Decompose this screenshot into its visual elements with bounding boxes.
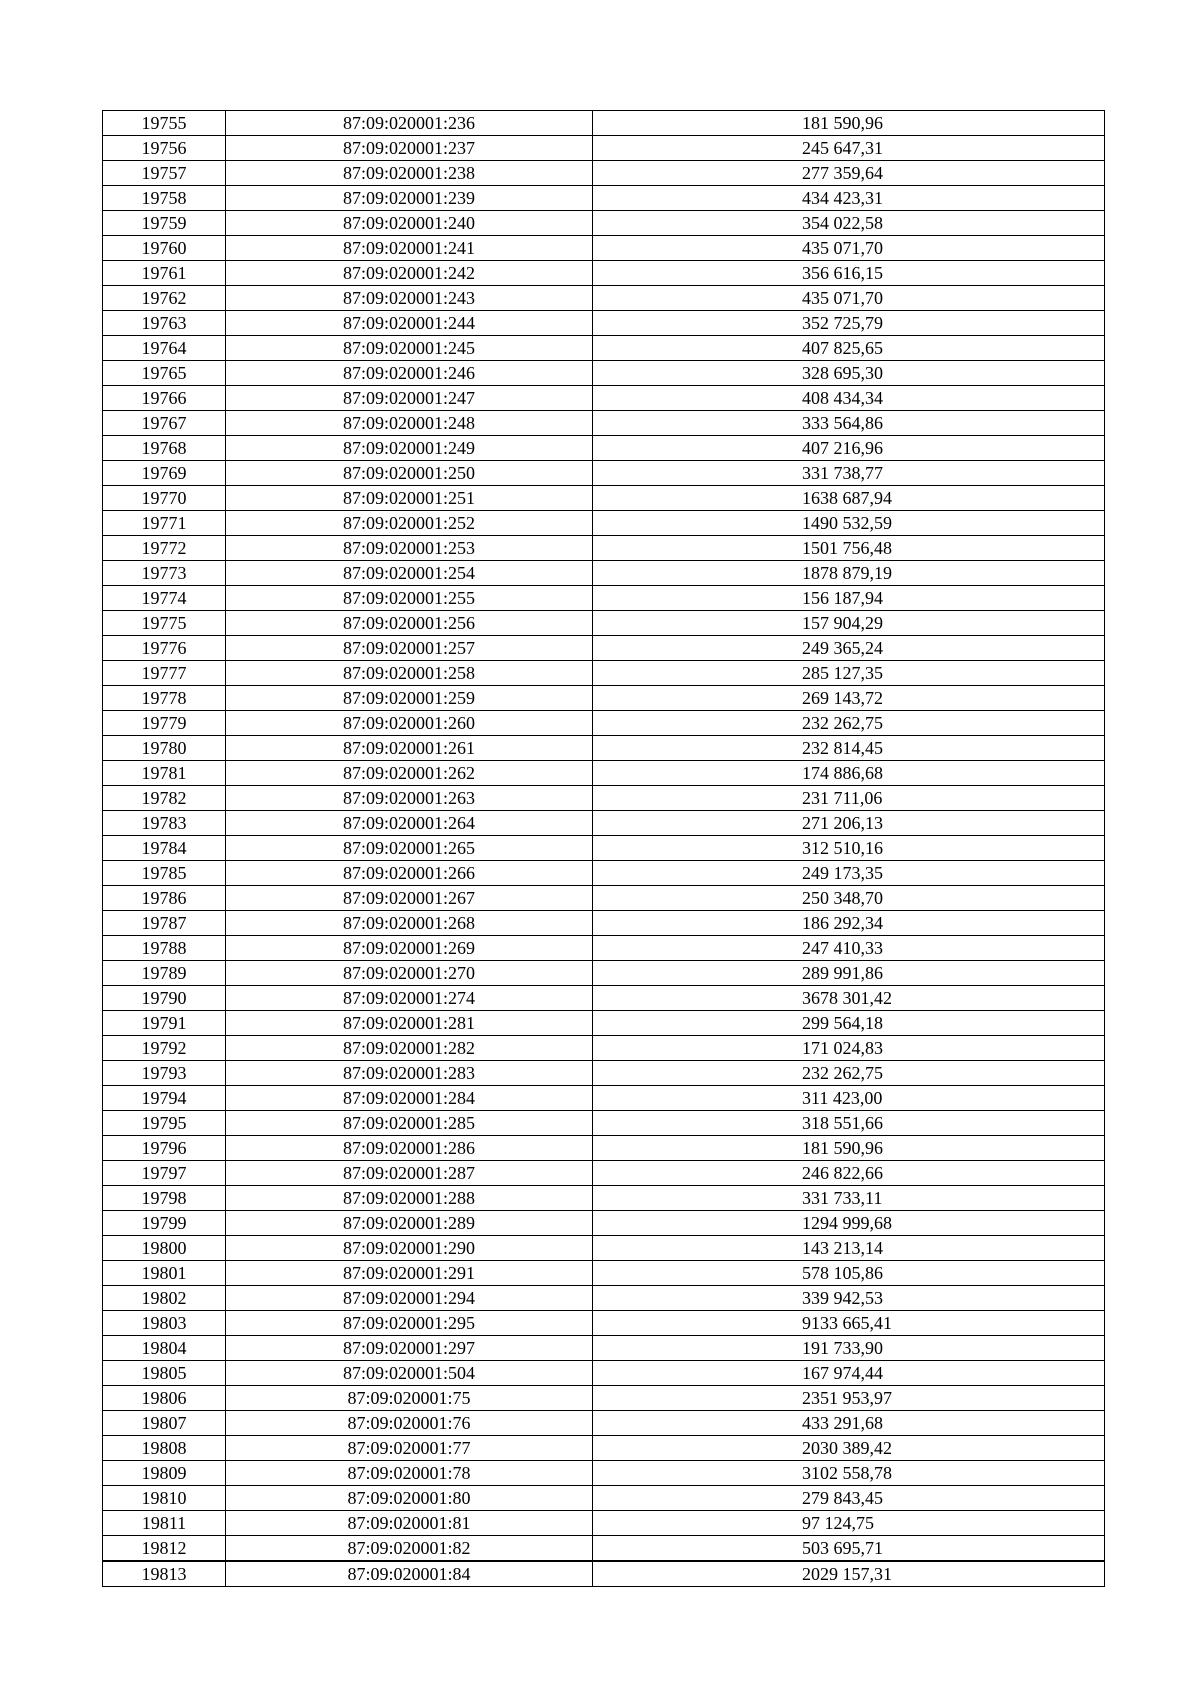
row-number-cell: 19782 — [103, 786, 226, 811]
cadastral-value-cell: 269 143,72 — [593, 686, 1105, 711]
table-row — [103, 611, 1105, 636]
cadastral-value-cell: 285 127,35 — [593, 661, 1105, 686]
row-number-cell: 19780 — [103, 736, 226, 761]
cadastral-value-cell: 1878 879,19 — [593, 561, 1105, 586]
cadastral-number-cell: 87:09:020001:252 — [226, 511, 593, 536]
cadastral-number-cell: 87:09:020001:242 — [226, 261, 593, 286]
cadastral-number-cell: 87:09:020001:288 — [226, 1186, 593, 1211]
table-row — [103, 286, 1105, 311]
row-number-cell: 19792 — [103, 1036, 226, 1061]
cadastral-value-cell: 232 262,75 — [593, 1061, 1105, 1086]
cadastral-number-cell: 87:09:020001:295 — [226, 1311, 593, 1336]
row-number-cell: 19793 — [103, 1061, 226, 1086]
cadastral-value-cell: 331 733,11 — [593, 1186, 1105, 1211]
table-row — [103, 1286, 1105, 1311]
cadastral-number-cell: 87:09:020001:240 — [226, 211, 593, 236]
cadastral-value-cell: 578 105,86 — [593, 1261, 1105, 1286]
cadastral-number-cell: 87:09:020001:249 — [226, 436, 593, 461]
row-number-cell: 19798 — [103, 1186, 226, 1211]
table-body — [103, 111, 1105, 1587]
row-number-cell: 19784 — [103, 836, 226, 861]
cadastral-number-cell: 87:09:020001:287 — [226, 1161, 593, 1186]
table-row — [103, 336, 1105, 361]
row-number-cell: 19788 — [103, 936, 226, 961]
cadastral-value-cell: 2351 953,97 — [593, 1386, 1105, 1411]
cadastral-number-cell: 87:09:020001:290 — [226, 1236, 593, 1261]
cadastral-number-cell: 87:09:020001:84 — [226, 1561, 593, 1587]
row-number-cell: 19783 — [103, 811, 226, 836]
cadastral-value-cell: 331 738,77 — [593, 461, 1105, 486]
cadastral-value-cell: 181 590,96 — [593, 1136, 1105, 1161]
cadastral-number-cell: 87:09:020001:286 — [226, 1136, 593, 1161]
table-row — [103, 311, 1105, 336]
cadastral-value-cell: 435 071,70 — [593, 236, 1105, 261]
cadastral-value-cell: 352 725,79 — [593, 311, 1105, 336]
row-number-cell: 19802 — [103, 1286, 226, 1311]
cadastral-value-cell: 250 348,70 — [593, 886, 1105, 911]
row-number-cell: 19810 — [103, 1486, 226, 1511]
table-row — [103, 1036, 1105, 1061]
table-row — [103, 1111, 1105, 1136]
cadastral-number-cell: 87:09:020001:270 — [226, 961, 593, 986]
cadastral-value-cell: 249 365,24 — [593, 636, 1105, 661]
row-number-cell: 19785 — [103, 861, 226, 886]
table-row — [103, 1261, 1105, 1286]
table-row — [103, 161, 1105, 186]
table-row — [103, 561, 1105, 586]
row-number-cell: 19789 — [103, 961, 226, 986]
cadastral-number-cell: 87:09:020001:239 — [226, 186, 593, 211]
cadastral-value-cell: 503 695,71 — [593, 1536, 1105, 1562]
row-number-cell: 19796 — [103, 1136, 226, 1161]
table-row — [103, 1436, 1105, 1461]
table-row — [103, 911, 1105, 936]
table-row — [103, 236, 1105, 261]
row-number-cell: 19758 — [103, 186, 226, 211]
cadastral-number-cell: 87:09:020001:237 — [226, 136, 593, 161]
row-number-cell: 19756 — [103, 136, 226, 161]
cadastral-number-cell: 87:09:020001:282 — [226, 1036, 593, 1061]
row-number-cell: 19765 — [103, 361, 226, 386]
cadastral-number-cell: 87:09:020001:504 — [226, 1361, 593, 1386]
row-number-cell: 19764 — [103, 336, 226, 361]
cadastral-number-cell: 87:09:020001:78 — [226, 1461, 593, 1486]
row-number-cell: 19786 — [103, 886, 226, 911]
cadastral-value-cell: 1638 687,94 — [593, 486, 1105, 511]
cadastral-value-cell: 231 711,06 — [593, 786, 1105, 811]
cadastral-value-cell: 1501 756,48 — [593, 536, 1105, 561]
cadastral-value-cell: 434 423,31 — [593, 186, 1105, 211]
cadastral-value-cell: 3678 301,42 — [593, 986, 1105, 1011]
row-number-cell: 19781 — [103, 761, 226, 786]
row-number-cell: 19763 — [103, 311, 226, 336]
table-row — [103, 736, 1105, 761]
cadastral-number-cell: 87:09:020001:264 — [226, 811, 593, 836]
table-row — [103, 1386, 1105, 1411]
cadastral-value-cell: 328 695,30 — [593, 361, 1105, 386]
row-number-cell: 19759 — [103, 211, 226, 236]
table-row — [103, 661, 1105, 686]
cadastral-number-cell: 87:09:020001:82 — [226, 1536, 593, 1562]
row-number-cell: 19779 — [103, 711, 226, 736]
row-number-cell: 19790 — [103, 986, 226, 1011]
cadastral-number-cell: 87:09:020001:75 — [226, 1386, 593, 1411]
cadastral-number-cell: 87:09:020001:251 — [226, 486, 593, 511]
table-row — [103, 361, 1105, 386]
cadastral-value-cell: 407 825,65 — [593, 336, 1105, 361]
cadastral-value-cell: 171 024,83 — [593, 1036, 1105, 1061]
cadastral-number-cell: 87:09:020001:77 — [226, 1436, 593, 1461]
table-row — [103, 461, 1105, 486]
row-number-cell: 19774 — [103, 586, 226, 611]
cadastral-value-table — [102, 110, 1105, 1587]
row-number-cell: 19812 — [103, 1536, 226, 1562]
table-row — [103, 1486, 1105, 1511]
cadastral-number-cell: 87:09:020001:285 — [226, 1111, 593, 1136]
cadastral-number-cell: 87:09:020001:258 — [226, 661, 593, 686]
cadastral-number-cell: 87:09:020001:241 — [226, 236, 593, 261]
table-row — [103, 486, 1105, 511]
table-row — [103, 886, 1105, 911]
cadastral-value-cell: 277 359,64 — [593, 161, 1105, 186]
row-number-cell: 19794 — [103, 1086, 226, 1111]
cadastral-value-cell: 245 647,31 — [593, 136, 1105, 161]
table-row — [103, 1236, 1105, 1261]
cadastral-value-cell: 191 733,90 — [593, 1336, 1105, 1361]
table-row — [103, 936, 1105, 961]
cadastral-value-cell: 97 124,75 — [593, 1511, 1105, 1536]
table-row — [103, 686, 1105, 711]
row-number-cell: 19773 — [103, 561, 226, 586]
row-number-cell: 19807 — [103, 1411, 226, 1436]
row-number-cell: 19762 — [103, 286, 226, 311]
cadastral-value-cell: 318 551,66 — [593, 1111, 1105, 1136]
cadastral-number-cell: 87:09:020001:260 — [226, 711, 593, 736]
table-row — [103, 811, 1105, 836]
table-row — [103, 1461, 1105, 1486]
cadastral-number-cell: 87:09:020001:263 — [226, 786, 593, 811]
cadastral-value-cell: 156 187,94 — [593, 586, 1105, 611]
cadastral-number-cell: 87:09:020001:268 — [226, 911, 593, 936]
cadastral-value-cell: 232 814,45 — [593, 736, 1105, 761]
cadastral-number-cell: 87:09:020001:262 — [226, 761, 593, 786]
cadastral-value-cell: 249 173,35 — [593, 861, 1105, 886]
table-row — [103, 1361, 1105, 1386]
cadastral-value-cell: 356 616,15 — [593, 261, 1105, 286]
cadastral-value-cell: 407 216,96 — [593, 436, 1105, 461]
table-row — [103, 1336, 1105, 1361]
table-row — [103, 711, 1105, 736]
cadastral-number-cell: 87:09:020001:247 — [226, 386, 593, 411]
table-row — [103, 1511, 1105, 1536]
table-row — [103, 386, 1105, 411]
table-row — [103, 411, 1105, 436]
table-row — [103, 586, 1105, 611]
table-row — [103, 111, 1105, 136]
cadastral-number-cell: 87:09:020001:246 — [226, 361, 593, 386]
cadastral-value-cell: 181 590,96 — [593, 111, 1105, 136]
cadastral-number-cell: 87:09:020001:236 — [226, 111, 593, 136]
cadastral-number-cell: 87:09:020001:267 — [226, 886, 593, 911]
table-row — [103, 1561, 1105, 1587]
cadastral-value-cell: 333 564,86 — [593, 411, 1105, 436]
cadastral-value-cell: 339 942,53 — [593, 1286, 1105, 1311]
cadastral-value-cell: 435 071,70 — [593, 286, 1105, 311]
table-row — [103, 211, 1105, 236]
table-row — [103, 761, 1105, 786]
row-number-cell: 19777 — [103, 661, 226, 686]
cadastral-number-cell: 87:09:020001:281 — [226, 1011, 593, 1036]
table-row — [103, 1536, 1105, 1562]
cadastral-value-cell: 312 510,16 — [593, 836, 1105, 861]
cadastral-value-cell: 1294 999,68 — [593, 1211, 1105, 1236]
table-row — [103, 1211, 1105, 1236]
cadastral-number-cell: 87:09:020001:245 — [226, 336, 593, 361]
cadastral-value-cell: 2029 157,31 — [593, 1561, 1105, 1587]
table-row — [103, 1311, 1105, 1336]
cadastral-value-cell: 2030 389,42 — [593, 1436, 1105, 1461]
cadastral-number-cell: 87:09:020001:297 — [226, 1336, 593, 1361]
table-row — [103, 1061, 1105, 1086]
row-number-cell: 19800 — [103, 1236, 226, 1261]
cadastral-value-cell: 246 822,66 — [593, 1161, 1105, 1186]
row-number-cell: 19797 — [103, 1161, 226, 1186]
row-number-cell: 19770 — [103, 486, 226, 511]
cadastral-number-cell: 87:09:020001:76 — [226, 1411, 593, 1436]
table-row — [103, 1186, 1105, 1211]
cadastral-number-cell: 87:09:020001:269 — [226, 936, 593, 961]
cadastral-value-cell: 3102 558,78 — [593, 1461, 1105, 1486]
table-row — [103, 986, 1105, 1011]
table-row — [103, 511, 1105, 536]
table-row — [103, 1011, 1105, 1036]
cadastral-number-cell: 87:09:020001:256 — [226, 611, 593, 636]
table-row — [103, 961, 1105, 986]
cadastral-number-cell: 87:09:020001:255 — [226, 586, 593, 611]
row-number-cell: 19761 — [103, 261, 226, 286]
cadastral-number-cell: 87:09:020001:259 — [226, 686, 593, 711]
cadastral-number-cell: 87:09:020001:253 — [226, 536, 593, 561]
cadastral-number-cell: 87:09:020001:250 — [226, 461, 593, 486]
cadastral-value-cell: 1490 532,59 — [593, 511, 1105, 536]
table-row — [103, 1161, 1105, 1186]
cadastral-value-cell: 174 886,68 — [593, 761, 1105, 786]
table-row — [103, 136, 1105, 161]
row-number-cell: 19767 — [103, 411, 226, 436]
cadastral-value-cell: 186 292,34 — [593, 911, 1105, 936]
cadastral-number-cell: 87:09:020001:289 — [226, 1211, 593, 1236]
row-number-cell: 19801 — [103, 1261, 226, 1286]
cadastral-value-cell: 433 291,68 — [593, 1411, 1105, 1436]
cadastral-number-cell: 87:09:020001:244 — [226, 311, 593, 336]
row-number-cell: 19804 — [103, 1336, 226, 1361]
row-number-cell: 19771 — [103, 511, 226, 536]
cadastral-number-cell: 87:09:020001:265 — [226, 836, 593, 861]
cadastral-number-cell: 87:09:020001:248 — [226, 411, 593, 436]
cadastral-number-cell: 87:09:020001:274 — [226, 986, 593, 1011]
row-number-cell: 19787 — [103, 911, 226, 936]
table-row — [103, 836, 1105, 861]
cadastral-value-cell: 157 904,29 — [593, 611, 1105, 636]
table-row — [103, 861, 1105, 886]
cadastral-value-cell: 354 022,58 — [593, 211, 1105, 236]
cadastral-number-cell: 87:09:020001:266 — [226, 861, 593, 886]
cadastral-value-cell: 279 843,45 — [593, 1486, 1105, 1511]
row-number-cell: 19813 — [103, 1561, 226, 1587]
row-number-cell: 19776 — [103, 636, 226, 661]
row-number-cell: 19768 — [103, 436, 226, 461]
row-number-cell: 19757 — [103, 161, 226, 186]
row-number-cell: 19806 — [103, 1386, 226, 1411]
cadastral-value-cell: 299 564,18 — [593, 1011, 1105, 1036]
row-number-cell: 19769 — [103, 461, 226, 486]
cadastral-number-cell: 87:09:020001:261 — [226, 736, 593, 761]
cadastral-number-cell: 87:09:020001:284 — [226, 1086, 593, 1111]
row-number-cell: 19766 — [103, 386, 226, 411]
cadastral-value-cell: 247 410,33 — [593, 936, 1105, 961]
table-row — [103, 636, 1105, 661]
cadastral-number-cell: 87:09:020001:283 — [226, 1061, 593, 1086]
row-number-cell: 19799 — [103, 1211, 226, 1236]
cadastral-number-cell: 87:09:020001:254 — [226, 561, 593, 586]
row-number-cell: 19755 — [103, 111, 226, 136]
row-number-cell: 19760 — [103, 236, 226, 261]
cadastral-number-cell: 87:09:020001:291 — [226, 1261, 593, 1286]
table-row — [103, 186, 1105, 211]
cadastral-number-cell: 87:09:020001:243 — [226, 286, 593, 311]
row-number-cell: 19795 — [103, 1111, 226, 1136]
table-row — [103, 1411, 1105, 1436]
cadastral-number-cell: 87:09:020001:81 — [226, 1511, 593, 1536]
row-number-cell: 19809 — [103, 1461, 226, 1486]
table-row — [103, 261, 1105, 286]
table-row — [103, 786, 1105, 811]
cadastral-value-cell: 167 974,44 — [593, 1361, 1105, 1386]
cadastral-value-cell: 408 434,34 — [593, 386, 1105, 411]
row-number-cell: 19811 — [103, 1511, 226, 1536]
row-number-cell: 19805 — [103, 1361, 226, 1386]
row-number-cell: 19808 — [103, 1436, 226, 1461]
cadastral-number-cell: 87:09:020001:238 — [226, 161, 593, 186]
row-number-cell: 19803 — [103, 1311, 226, 1336]
table-row — [103, 436, 1105, 461]
row-number-cell: 19775 — [103, 611, 226, 636]
cadastral-value-cell: 232 262,75 — [593, 711, 1105, 736]
cadastral-number-cell: 87:09:020001:257 — [226, 636, 593, 661]
row-number-cell: 19772 — [103, 536, 226, 561]
cadastral-number-cell: 87:09:020001:294 — [226, 1286, 593, 1311]
table-row — [103, 536, 1105, 561]
row-number-cell: 19791 — [103, 1011, 226, 1036]
table-row — [103, 1086, 1105, 1111]
cadastral-value-cell: 9133 665,41 — [593, 1311, 1105, 1336]
cadastral-value-cell: 143 213,14 — [593, 1236, 1105, 1261]
table-row — [103, 1136, 1105, 1161]
cadastral-value-cell: 311 423,00 — [593, 1086, 1105, 1111]
cadastral-value-cell: 271 206,13 — [593, 811, 1105, 836]
cadastral-value-cell: 289 991,86 — [593, 961, 1105, 986]
row-number-cell: 19778 — [103, 686, 226, 711]
cadastral-number-cell: 87:09:020001:80 — [226, 1486, 593, 1511]
